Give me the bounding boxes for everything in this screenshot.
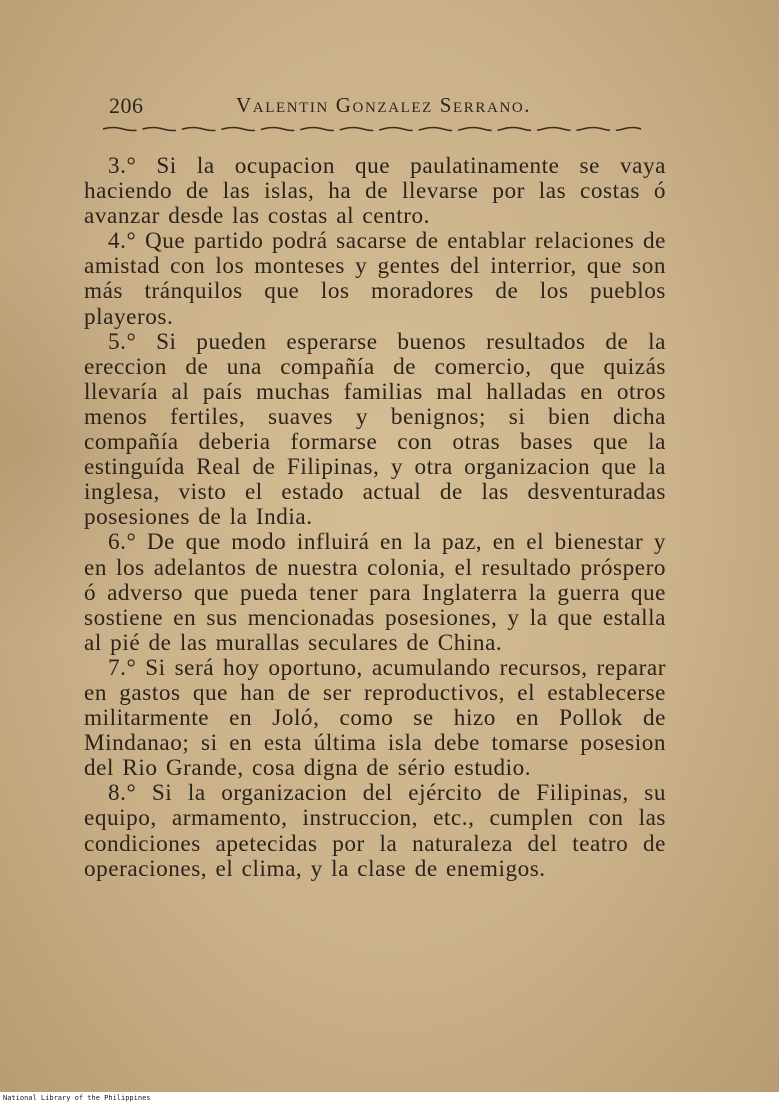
paragraph-item-8: 8.° Si la organizacion del ejército de Filipinas, su equipo, armamento, instruccion, etc., cumplen con las condiciones apetecidas por la naturaleza del teatro de operaciones, el clima, y la clase de enemigos. <box>84 780 666 882</box>
paragraph-item-4: 4.° Que partido podrá sacarse de entablar relaciones de amistad con los monteses y gentes del interrior, que son más tránquilos que los moradores de los pueblos playeros. <box>84 228 666 330</box>
page-number: 206 <box>109 93 144 118</box>
paragraph-item-7: 7.° Si será hoy oportuno, acumulando recursos, reparar en gastos que han de ser reproductivos, el establecerse militarmente en Joló, como se hizo en Pollok de Mindanao; si en esta última isla debe tomarse posesion del Rio Grande, cosa digna de sério estudio. <box>84 654 666 782</box>
page-header <box>109 93 649 123</box>
header-ornamental-rule <box>103 126 641 132</box>
running-head: Valentin Gonzalez Serrano. <box>236 93 532 117</box>
library-credit: National Library of the Philippines <box>3 1094 151 1102</box>
body-text <box>84 154 666 882</box>
paragraph-item-3: 3.° Si la ocupacion que paulatinamente se vaya haciendo de las islas, ha de llevarse por las costas ó avanzar desde las costas al centro. <box>84 153 666 230</box>
paragraph-item-6: 6.° De que modo influirá en la paz, en el bienestar y en los adelantos de nuestra colonia, el resultado próspero ó adverso que pueda tener para Inglaterra la guerra que sostiene en sus mencionadas posesiones, y la que estalla al pié de las murallas seculares de China. <box>84 529 666 656</box>
paragraph-item-5: 5.° Si pueden esperarse buenos resultados de la ereccion de una compañía de comercio, que quizás llevaría al país muchas familias mal halladas en otros menos fertiles, suaves y benignos; si bien dicha compañía deberia formarse con otras bases que la estinguída Real de Filipinas, y otra organizacion que la inglesa, visto el estado actual de las desventuradas posesiones de la India. <box>84 328 666 531</box>
